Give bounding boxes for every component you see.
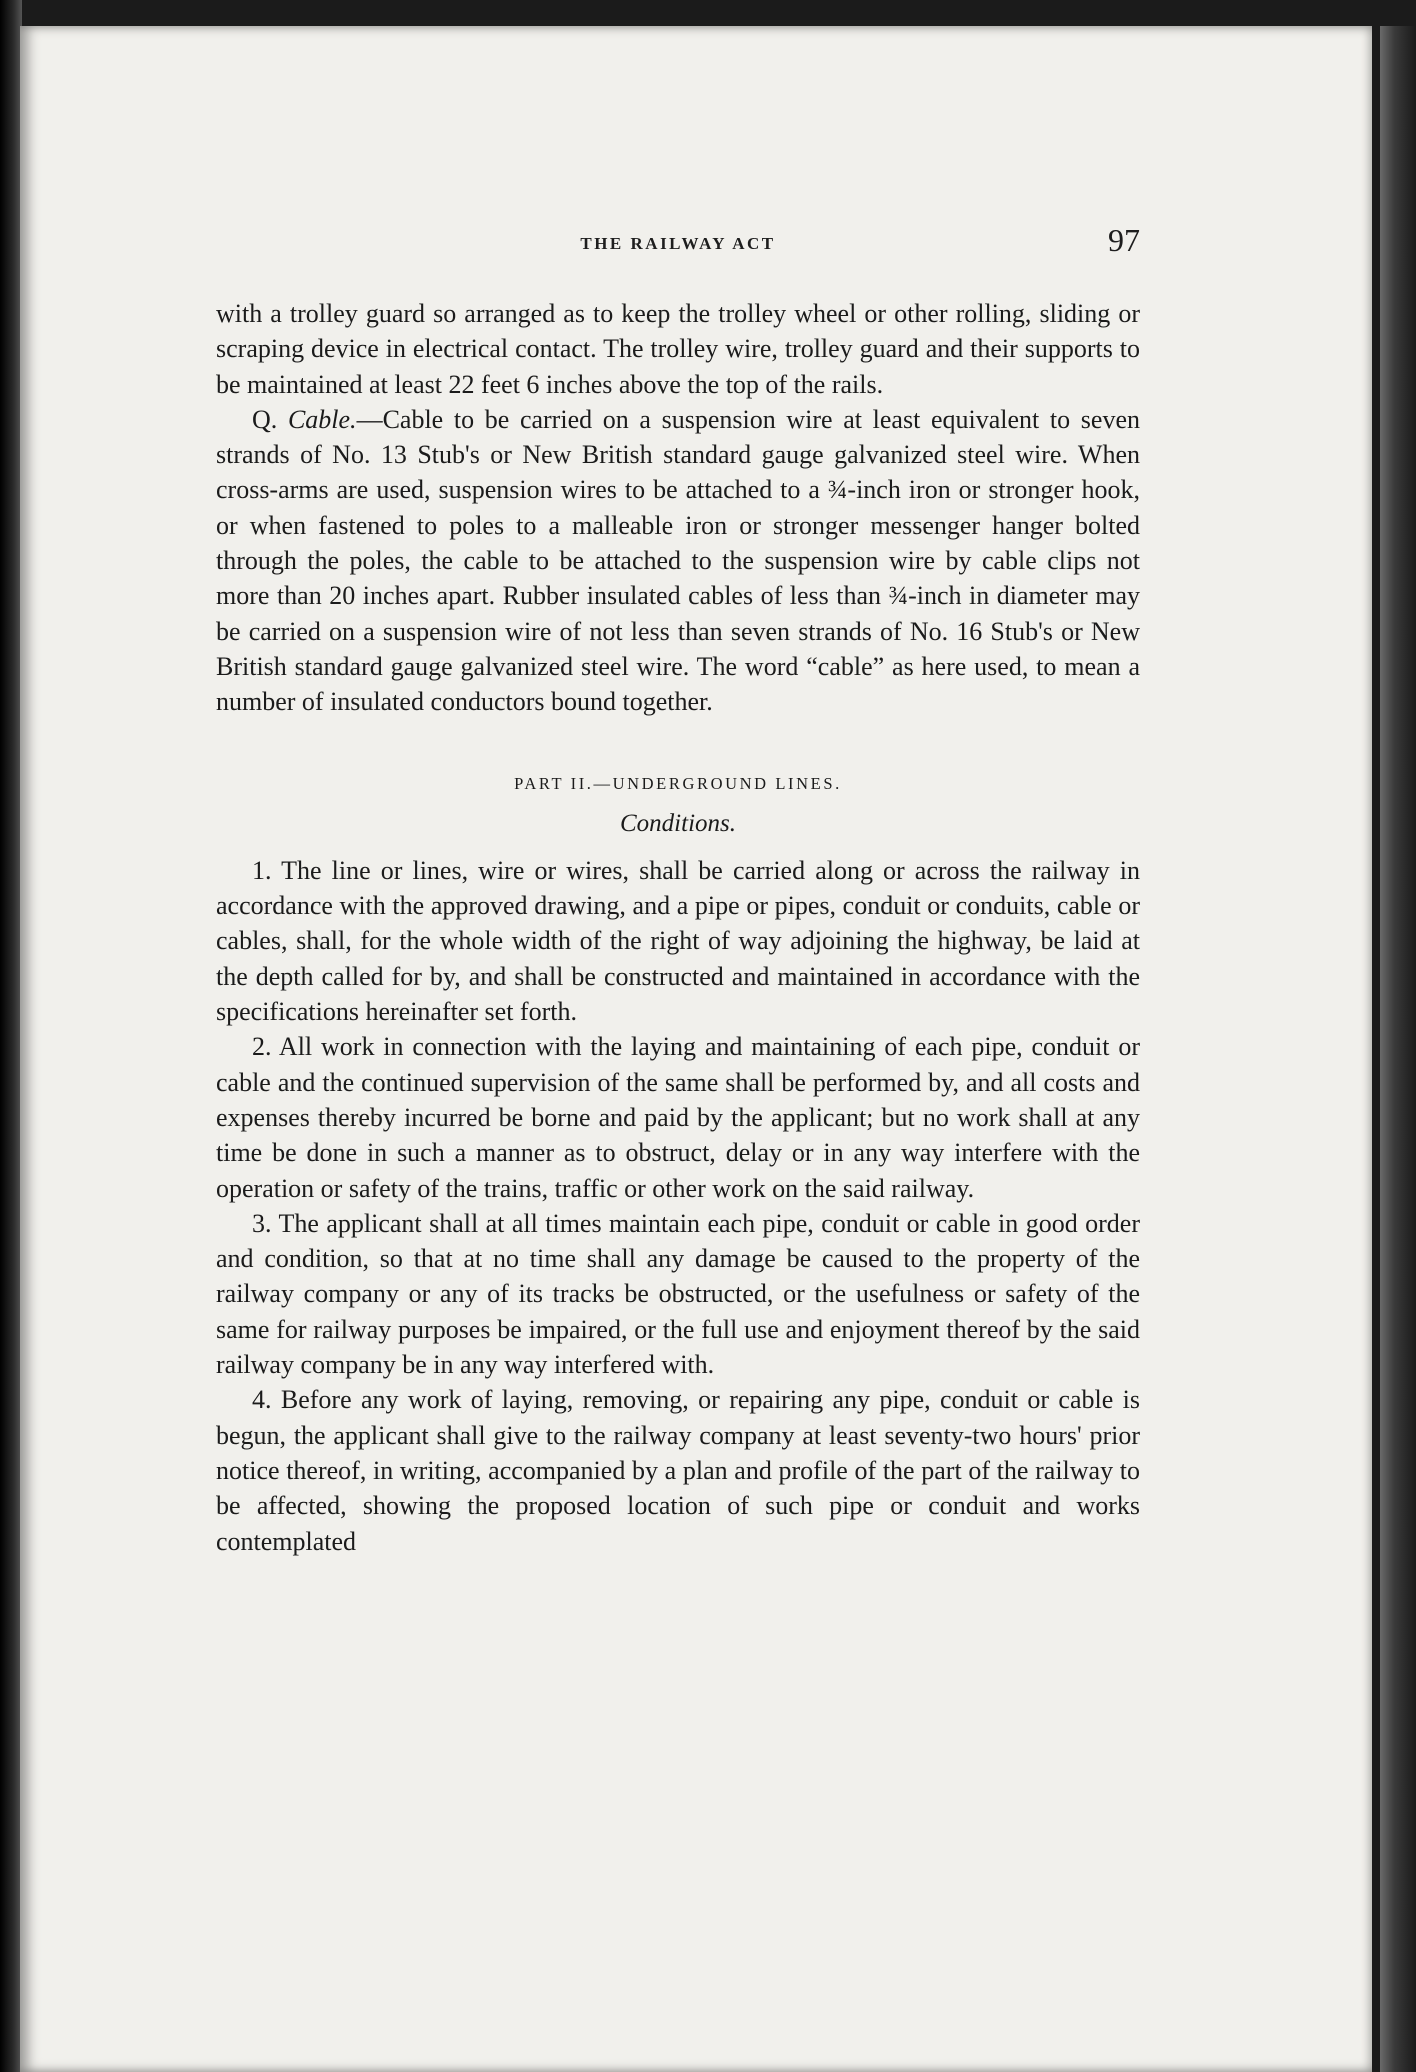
page-header <box>216 222 1140 262</box>
page-body <box>216 296 1140 1559</box>
condition-paragraph: 4. Before any work of laying, removing, or repairing any pipe, conduit or cable is begun, the applicant shall give to the railway company at least seventy-two hours' prior notice thereof, in writing, accompanied by a plan and profile of the part of the railway to be affected, showing the proposed location of such pipe or conduit and works contemplated <box>216 1385 1140 1556</box>
scan-left-edge <box>0 0 22 2072</box>
conditions-subheading: Conditions. <box>620 809 736 837</box>
scan-right-edge <box>1380 26 1416 2072</box>
section-q-paragraph <box>216 402 1140 720</box>
section-q-label: Cable. <box>287 404 357 434</box>
section-q-letter: Q. <box>252 404 278 434</box>
condition-paragraph: 1. The line or lines, wire or wires, shall be carried along or across the railway in accordance with the approved drawing, and a pipe or pipes, conduit or conduits, cable or cables, shall, for the whole width of the right of way adjoining the highway, be laid at the depth called for by, and shall be constructed and maintained in accordance with the specifications hereinafter set forth. <box>216 855 1140 1027</box>
condition-paragraph: 3. The applicant shall at all times maintain each pipe, conduit or cable in good order and condition, so that at no time shall any damage be caused to the property of the railway company or any of its tracks be obstructed, or the usefulness or safety of the same for railway purposes be impaired, or the full use and enjoyment thereof by the said railway company be in any way interfered with. <box>216 1208 1140 1380</box>
page-number: 97 <box>1108 222 1140 258</box>
section-q-text: —Cable to be carried on a suspension wire at least equivalent to seven strands of No. 13 Stub's or New British standard gauge galvanized steel wire. When cross-arms are used, suspension wires to be attached to a ¾-inch iron or stronger hook, or when fastened to poles to a malleable iron or stronger messenger hanger bolted through the poles, the cable to be attached to the suspension wire by cable clips not more than 20 inches apart. Rubber insulated cables of less than ¾-inch in diameter may be carried on a suspension wire of not less than seven strands of No. 16 Stub's or New British standard gauge galvanized steel wire. The word “cable” as here used, to mean a number of insulated conductors bound together. <box>216 404 1140 717</box>
condition-paragraph: 2. All work in connection with the laying and maintaining of each pipe, conduit or cable and the continued supervision of the same shall be performed by, and all costs and expenses thereby incurred be borne and paid by the applicant; but no work shall at any time be done in such a manner as to obstruct, delay or in any way interfere with the operation or safety of the trains, traffic or other work on the said railway. <box>216 1032 1140 1203</box>
running-head: THE RAILWAY ACT <box>580 234 776 253</box>
continuation-paragraph: with a trolley guard so arranged as to keep the trolley wheel or other rolling, sliding or scraping device in electrical contact. The trolley wire, trolley guard and their supports to be maintained at least 22 feet 6 inches above the top of the rails. <box>216 299 1140 399</box>
part-heading: PART II.—UNDERGROUND LINES. <box>514 773 842 793</box>
